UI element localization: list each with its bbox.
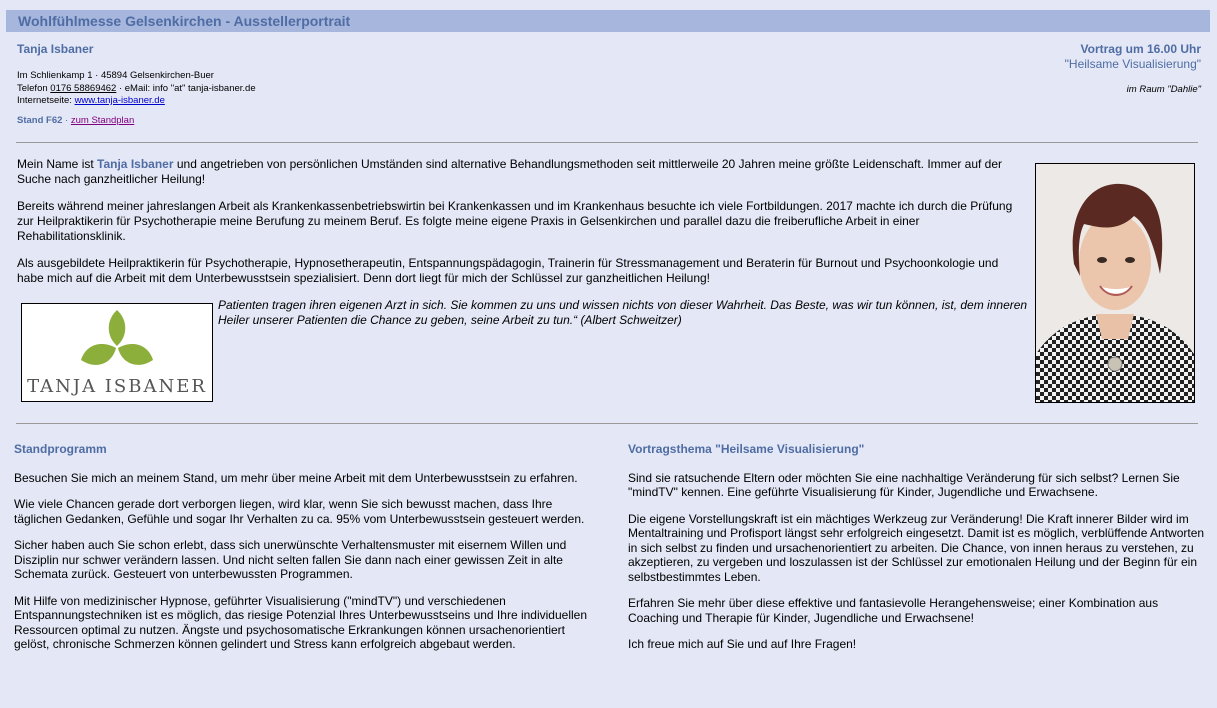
intro-text-b: und angetrieben von persönlichen Umständen sind alternative Behandlungsmethoden seit mittlerweile 20 Jahren meine größte Leidenschaft. Immer auf der Suche nach ganzheitlicher Heilung! <box>17 157 1003 186</box>
quote: Patienten tragen ihren eigenen Arzt in sich. Sie kommen zu uns und wissen nichts von dieser Wahrheit. Das Beste, was wir tun können, ist, dem inneren Heiler unserer Patienten die Chance zu geben, seine Arbeit zu tun.“ (Albert Schweitzer) <box>218 298 1028 327</box>
standprogramm-heading: Standprogramm <box>14 442 107 456</box>
intro-text <box>17 157 1027 298</box>
vortragsthema-section <box>628 442 1208 664</box>
stand-separator: · <box>65 115 69 126</box>
logo <box>21 303 213 402</box>
vortragsthema-paragraph: Ich freue mich auf Sie und auf Ihre Fragen! <box>628 637 857 651</box>
intro-name-highlight: Tanja Isbaner <box>97 157 174 171</box>
talk-title: "Heilsame Visualisierung" <box>1064 57 1201 71</box>
stand-label: Stand F62 <box>17 115 63 126</box>
website-label: Internetseite: <box>17 95 72 106</box>
divider <box>16 423 1198 424</box>
trefoil-logo-icon <box>22 306 212 376</box>
standplan-link[interactable]: zum Standplan <box>70 115 135 126</box>
vortragsthema-paragraph: Erfahren Sie mehr über diese effektive und fantasievolle Herangehensweise; einer Kombination aus Coaching und Therapie für Kinder, Jugendliche und Erwachsene! <box>628 596 1159 625</box>
contact-block <box>17 70 256 108</box>
page-title: Wohlfühlmesse Gelsenkirchen - Ausstellerportrait <box>18 13 351 29</box>
exhibitor-name: Tanja Isbaner <box>17 42 94 56</box>
intro-paragraph <box>17 157 1027 187</box>
website-link[interactable]: www.tanja-isbaner.de <box>74 95 165 106</box>
portrait-image <box>1036 164 1194 402</box>
standprogramm-paragraph: Wie viele Chancen gerade dort verborgen liegen, wird klar, wenn Sie sich bewusst machen, dass Ihre täglichen Gedanken, Gefühle und sogar Ihr Verhalten zu ca. 95% vom Unterbewusstsein gesteuert werden. <box>14 497 585 526</box>
standprogramm-paragraph: Sicher haben auch Sie schon erlebt, dass sich unerwünschte Verhaltensmuster mit eisernem Willen und Disziplin nur schwer verändern lassen. Und nicht selten fallen Sie dann nach einer gewissen Zeit in alte Schemata zurück. Gesteuert von unterbewussten Programmen. <box>14 538 567 581</box>
vortragsthema-paragraph: Sind sie ratsuchende Eltern oder möchten Sie eine nachhaltige Veränderung für sich selbst? Lernen Sie "mindTV" kennen. Eine geführte Visualisierung für Kinder, Jugendliche und Erwachsene. <box>628 470 1180 499</box>
divider <box>16 142 1198 143</box>
intro-text-a: Mein Name ist <box>17 157 94 171</box>
talk-time: Vortrag um 16.00 Uhr <box>1080 42 1201 56</box>
vortragsthema-heading: Vortragsthema "Heilsame Visualisierung" <box>628 442 865 456</box>
email-text: · eMail: info "at" tanja-isbaner.de <box>118 82 256 94</box>
phone-label: Telefon <box>17 82 48 94</box>
logo-text: TANJA ISBANER <box>27 376 207 397</box>
intro-paragraph: Bereits während meiner jahreslangen Arbeit als Krankenkassenbetriebswirtin bei Krankenkassen und im Krankenhaus besuchte ich viele Fortbildungen. 2017 machte ich durch die Prüfung zur Heilpraktikerin für Psychotherapie meine Berufung zu meinem Beruf. Es folgte meine eigene Praxis in Gelsenkirchen und parallel dazu die freiberufliche Arbeit in einer Rehabilitationsklinik. <box>17 199 1013 243</box>
phone-line <box>17 83 256 96</box>
stand-info <box>17 115 134 126</box>
vortragsthema-paragraph: Die eigene Vorstellungskraft ist ein mächtiges Werkzeug zur Veränderung! Die Kraft innerer Bilder wird im Mentaltraining und Profisport längst sehr erfolgreich eingesetzt. Damit ist es möglich, verblüffende Antworten in sich selbst zu finden und ursachenorientiert zu arbeiten. Die Chance, von innen heraus zu verstehen, zu akzeptieren, zu vergeben und loszulassen ist der Schlüssel zur emotionalen Heilung und der Beginn für ein selbstbestimmtes Leben. <box>628 511 1205 584</box>
standprogramm-paragraph: Besuchen Sie mich an meinem Stand, um mehr über meine Arbeit mit dem Unterbewusstsein zu erfahren. <box>14 470 578 485</box>
talk-info <box>1065 42 1201 95</box>
portrait-photo <box>1035 163 1195 403</box>
address: Im Schlienkamp 1 · 45894 Gelsenkirchen-Buer <box>17 70 214 81</box>
website-line <box>17 95 256 108</box>
intro-paragraph: Als ausgebildete Heilpraktikerin für Psychotherapie, Hypnosetherapeutin, Entspannungspädagogin, Trainerin für Stressmanagement und Beraterin für Burnout und Psychoonkologie und habe mich auf die Arbeit mit dem Unterbewusstsein spezialisiert. Denn dort liegt für mich der Schlüssel zur ganzheitlichen Heilung! <box>17 256 999 285</box>
standprogramm-section <box>14 442 594 664</box>
title-bar <box>6 10 1210 32</box>
phone-number[interactable]: 0176 58869462 <box>50 82 117 94</box>
standprogramm-paragraph: Mit Hilfe von medizinischer Hypnose, geführter Visualisierung ("mindTV") und verschiedenen Entspannungstechniken ist es möglich, das riesige Potenzial Ihres Unterbewusstseins und Ihre individuellen Ressourcen optimal zu nutzen. Ängste und psychosomatische Erkrankungen können ursachenorientiert gelöst, chronische Schmerzen können gelindert und Stress kann erfolgreich abgebaut werden. <box>14 593 587 651</box>
talk-room: im Raum "Dahlie" <box>1126 84 1201 95</box>
